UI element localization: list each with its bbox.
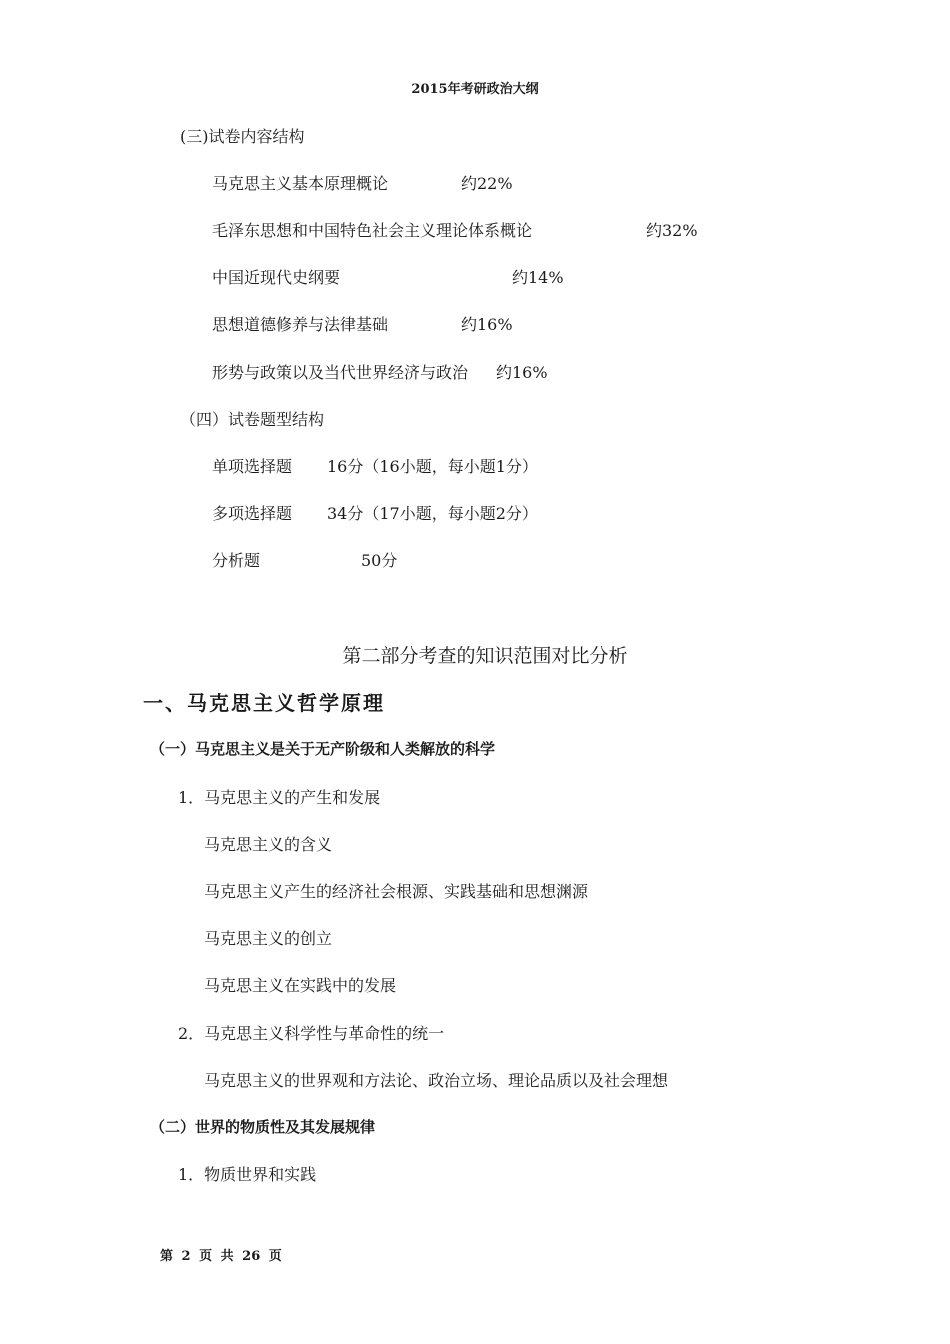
item-2-label: 2．马克思主义科学性与革命性的统一 — [178, 1024, 445, 1043]
content-row-subject: 中国近现代史纲要 — [212, 268, 341, 287]
question-type-label: 单项选择题 — [212, 457, 293, 476]
section-4-heading: （四）试卷题型结构 — [180, 410, 325, 429]
section-3-heading: (三)试卷内容结构 — [180, 127, 305, 146]
chapter-heading: 一、马克思主义哲学原理 — [143, 691, 385, 715]
question-type-label: 多项选择题 — [212, 504, 293, 523]
subsection-1-heading: （一）马克思主义是关于无产阶级和人类解放的科学 — [150, 740, 496, 758]
content-row-share: 约16% — [461, 315, 513, 334]
outline-point: 马克思主义在实践中的发展 — [204, 976, 397, 995]
question-type-score: 50分 — [361, 551, 398, 570]
question-type-score: 16分（16小题，每小题1分） — [327, 457, 538, 476]
outline-point: 马克思主义的含义 — [204, 835, 333, 854]
subsection-2-heading: （二）世界的物质性及其发展规律 — [150, 1118, 376, 1136]
content-row-subject: 毛泽东思想和中国特色社会主义理论体系概论 — [212, 221, 533, 240]
content-row-share: 约16% — [496, 363, 548, 382]
page-header-title: 2015年考研政治大纲 — [411, 82, 539, 97]
content-row-subject: 马克思主义基本原理概论 — [212, 174, 389, 193]
content-row-subject: 形势与政策以及当代世界经济与政治 — [212, 363, 469, 382]
question-type-label: 分析题 — [212, 551, 261, 570]
outline-point: 马克思主义的创立 — [204, 929, 333, 948]
content-row-subject: 思想道德修养与法律基础 — [212, 315, 389, 334]
outline-point: 马克思主义的世界观和方法论、政治立场、理论品质以及社会理想 — [204, 1071, 669, 1090]
question-type-score: 34分（17小题，每小题2分） — [327, 504, 538, 523]
outline-point: 马克思主义产生的经济社会根源、实践基础和思想渊源 — [204, 882, 589, 901]
content-row-share: 约14% — [512, 268, 564, 287]
content-row-share: 约32% — [646, 221, 698, 240]
item-1-label: 1．物质世界和实践 — [178, 1165, 317, 1184]
part-2-title: 第二部分考查的知识范围对比分析 — [342, 645, 628, 667]
content-row-share: 约22% — [461, 174, 513, 193]
item-1-label: 1．马克思主义的产生和发展 — [178, 788, 381, 807]
page-footer: 第 2 页 共 26 页 — [160, 1249, 282, 1264]
